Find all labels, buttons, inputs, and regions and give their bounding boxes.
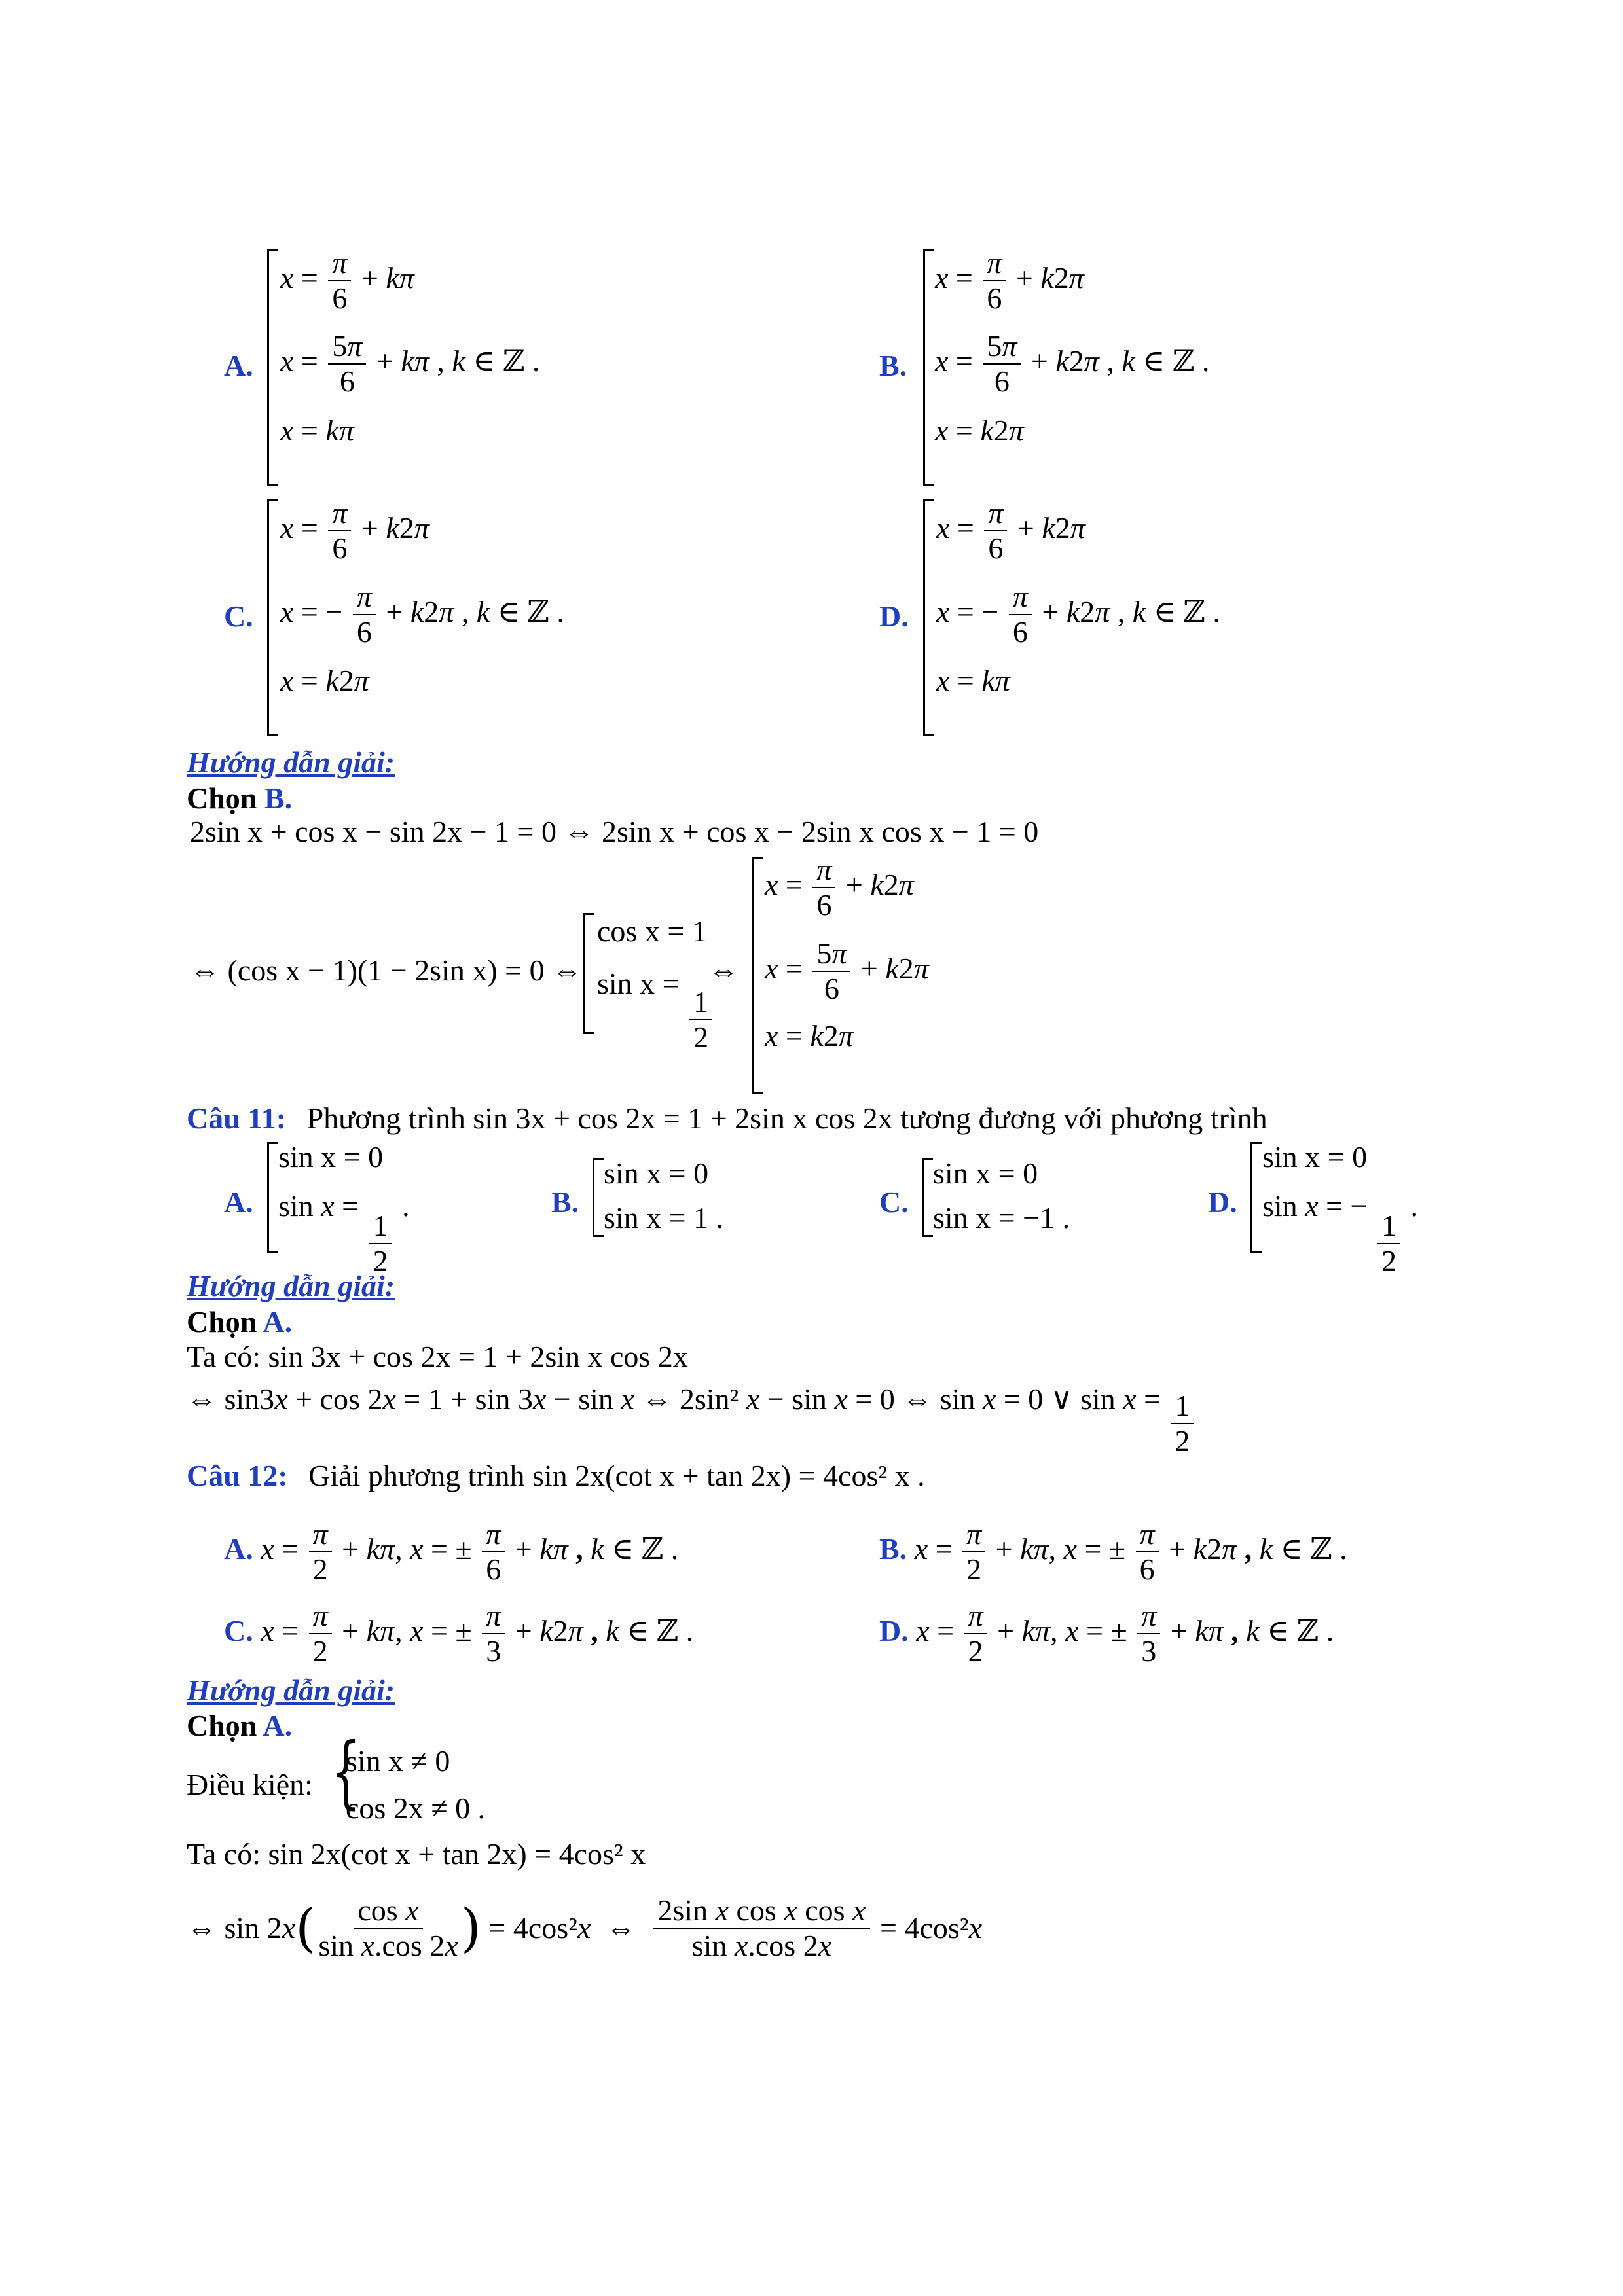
q10-system-row1: cos x = 1 bbox=[597, 914, 707, 948]
q10-solution-row2: x = $\frac{5\pi}{6}$ + k2π bbox=[765, 937, 929, 1006]
q10-option-d-bracket bbox=[923, 499, 925, 736]
q11-guide-heading: Hướng dẫn giải: bbox=[187, 1269, 395, 1302]
q12-option-a: A. x = $\frac{\pi}{2}$ + kπ, x = ± $\frac{\pi}{6}$ + kπ , k ∈ ℤ . bbox=[224, 1517, 679, 1587]
q12-answer-line bbox=[187, 1708, 292, 1743]
q12-option-d-label: D. bbox=[879, 1613, 909, 1647]
q11-option-d-bracket bbox=[1250, 1142, 1252, 1253]
q12-guide-heading: Hướng dẫn giải: bbox=[187, 1674, 395, 1707]
q12-condition-label: Điều kiện: bbox=[187, 1768, 313, 1801]
q11-choose: Chọn bbox=[187, 1305, 257, 1338]
q10-option-d-row2: x = − $\frac{\pi}{6}$ + k2π , k ∈ ℤ . bbox=[936, 580, 1220, 649]
q11-option-b-row2: sin x = 1 . bbox=[604, 1201, 724, 1234]
q11-option-b-label: B. bbox=[551, 1185, 579, 1219]
q10-option-c-bracket bbox=[267, 499, 269, 736]
q11-text: Phương trình sin 3x + cos 2x = 1 + 2sin x cos 2x tương đương với phương trình bbox=[306, 1102, 1267, 1135]
q12-solution-line2: ⇔ sin 2 x ( $\frac{\text{cos x}}{\text{sin x.cos 2x}}$ ) = 4cos² x ⇔ $\frac{\text{2sin x cos x cos x}}{\text{sin x.cos 2x}}$ = 4cos² x bbox=[187, 1893, 982, 1963]
q10-option-c-row1: x = $\frac{\pi}{6}$ + k2π bbox=[280, 496, 429, 565]
q11-answer: A. bbox=[263, 1305, 293, 1338]
q12-choose: Chọn bbox=[187, 1709, 257, 1742]
q10-option-b-row2: x = $\frac{5\pi}{6}$ + k2π , k ∈ ℤ . bbox=[935, 329, 1210, 399]
q10-option-b-row3: x = k2π bbox=[935, 414, 1024, 447]
q10-equivalence-arrow: ⇔ bbox=[708, 954, 739, 987]
q10-option-d-label: D. bbox=[879, 600, 909, 633]
q10-system-row2: sin x = $\frac{1}{2}$ bbox=[597, 969, 715, 1054]
q10-guide-heading: Hướng dẫn giải: bbox=[187, 745, 395, 779]
q11-option-b-row2-text: sin x = 1 bbox=[604, 1201, 709, 1234]
q10-option-d-row3: x = kπ bbox=[936, 664, 1010, 697]
q10-system-row2-text: sin x = bbox=[597, 967, 680, 1000]
q12-solution-line1: Ta có: sin 2x(cot x + tan 2x) = 4cos² x bbox=[187, 1837, 646, 1871]
q12-condition-row2: cos 2x ≠ 0 . bbox=[346, 1791, 486, 1825]
q10-answer: B. bbox=[264, 781, 293, 815]
q11-option-a-row1: sin x = 0 bbox=[278, 1140, 384, 1174]
q10-option-c-row3: x = k2π bbox=[280, 664, 369, 697]
q10-option-b-label: B. bbox=[879, 349, 907, 382]
q12-option-d: D. x = $\frac{\pi}{2}$ + kπ, x = ± $\frac{\pi}{3}$ + kπ , k ∈ ℤ . bbox=[879, 1599, 1334, 1668]
q10-solution-bracket bbox=[752, 857, 754, 1094]
q11-option-d-row1: sin x = 0 bbox=[1262, 1140, 1368, 1174]
q11-title: Câu 11: bbox=[187, 1102, 287, 1135]
q10-option-a-row2: x = $\frac{5\pi}{6}$ + kπ , k ∈ ℤ . bbox=[280, 329, 540, 399]
q12-option-a-label: A. bbox=[224, 1532, 253, 1566]
q10-choose: Chọn bbox=[187, 781, 257, 815]
q12-condition-brace: { bbox=[331, 1727, 361, 1818]
q10-option-a-label: A. bbox=[224, 349, 253, 382]
q12-question bbox=[187, 1458, 925, 1493]
q12-text: Giải phương trình sin 2x(cot x + tan 2x) = 4cos² x . bbox=[308, 1459, 925, 1492]
q10-option-b-bracket bbox=[923, 249, 925, 486]
q10-solution-line1: 2sin x + cos x − sin 2x − 1 = 0 ⇔ 2sin x + cos x − 2sin x cos x − 1 = 0 bbox=[190, 815, 1039, 848]
q12-answer: A. bbox=[263, 1709, 293, 1742]
q10-answer-line bbox=[187, 781, 292, 816]
q11-option-c-row2-text: sin x = −1 bbox=[933, 1201, 1055, 1234]
q10-system-bracket bbox=[583, 913, 585, 1034]
q11-answer-line bbox=[187, 1304, 292, 1339]
q11-option-a-bracket bbox=[267, 1142, 269, 1253]
q11-option-d-row2: sin x = − $\frac{1}{2}$ . bbox=[1262, 1189, 1418, 1278]
q12-title: Câu 12: bbox=[187, 1459, 288, 1492]
q10-option-c-row2: x = − $\frac{\pi}{6}$ + k2π , k ∈ ℤ . bbox=[280, 580, 564, 649]
q12-condition-row1: sin x ≠ 0 bbox=[346, 1744, 450, 1778]
q10-solution-line2-left: ⇔ (cos x − 1)(1 − 2sin x) = 0 ⇔ bbox=[190, 954, 583, 987]
q11-option-b-bracket bbox=[593, 1158, 594, 1237]
q10-option-b-row1: x = $\frac{\pi}{6}$ + k2π bbox=[935, 246, 1084, 315]
q12-option-c: C. x = $\frac{\pi}{2}$ + kπ, x = ± $\frac{\pi}{3}$ + k2π , k ∈ ℤ . bbox=[224, 1599, 694, 1668]
q11-solution-line1: Ta có: sin 3x + cos 2x = 1 + 2sin x cos 2x bbox=[187, 1340, 688, 1373]
q10-solution-row1: x = $\frac{\pi}{6}$ + k2π bbox=[765, 853, 914, 922]
q12-option-b-label: B. bbox=[879, 1532, 907, 1566]
q10-option-a-bracket bbox=[267, 249, 269, 486]
q11-option-c-bracket bbox=[922, 1158, 924, 1237]
q11-option-c-row2: sin x = −1 . bbox=[933, 1201, 1070, 1234]
q12-option-c-label: C. bbox=[224, 1613, 253, 1647]
q10-option-a-row1: x = $\frac{\pi}{6}$ + kπ bbox=[280, 246, 414, 315]
q11-option-c-row1: sin x = 0 bbox=[933, 1157, 1038, 1190]
q10-option-c-label: C. bbox=[224, 600, 253, 633]
q11-option-d-label: D. bbox=[1208, 1185, 1237, 1219]
q11-question bbox=[187, 1101, 1267, 1136]
q12-option-b: B. x = $\frac{\pi}{2}$ + kπ, x = ± $\frac{\pi}{6}$ + k2π , k ∈ ℤ . bbox=[879, 1517, 1347, 1587]
q11-solution-line2: ⇔ sin3x + cos 2x = 1 + sin 3x − sin x ⇔ 2sin² x − sin x = 0 ⇔ sin x = 0 ∨ sin x = $\frac{1}{2}$ bbox=[187, 1384, 1197, 1458]
q10-option-d-row1: x = $\frac{\pi}{6}$ + k2π bbox=[936, 496, 1085, 565]
q11-option-a-label: A. bbox=[224, 1185, 253, 1219]
q12-condition-row2-text: cos 2x ≠ 0 bbox=[346, 1791, 471, 1825]
q10-solution-row3: x = k2π bbox=[765, 1019, 854, 1052]
q11-option-b-row1: sin x = 0 bbox=[604, 1157, 709, 1190]
q11-option-a-row2: sin x = $\frac{1}{2}$ . bbox=[278, 1189, 410, 1278]
q11-option-c-label: C. bbox=[879, 1185, 909, 1219]
q10-option-a-row3: x = kπ bbox=[280, 414, 354, 447]
